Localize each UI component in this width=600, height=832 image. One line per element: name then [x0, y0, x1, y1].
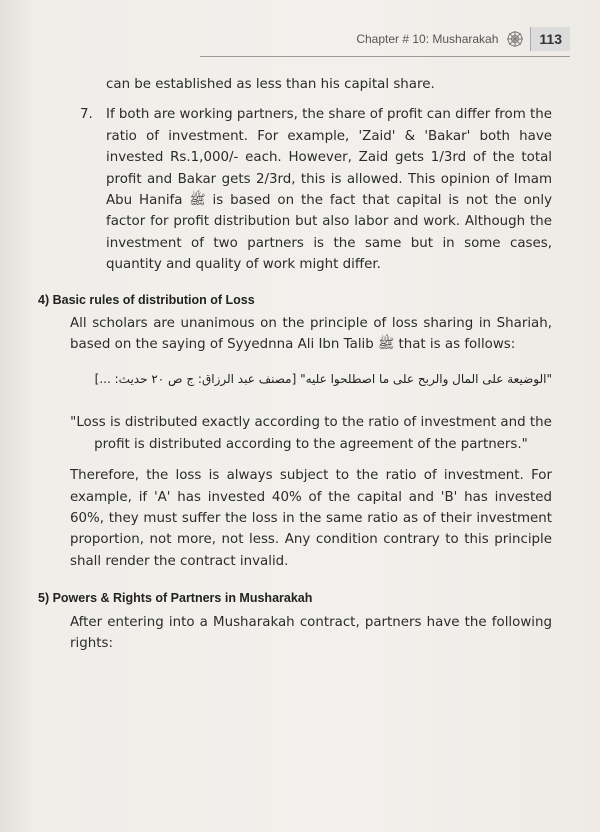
section-heading-powers: 5) Powers & Rights of Partners in Musharakah	[38, 591, 313, 606]
loss-intro: All scholars are unanimous on the principle of loss sharing in Shariah, based on the saying of Syyednna Ali Ibn Talib ﷺ that is as follows:	[70, 316, 552, 353]
loss-explanation: Therefore, the loss is always subject to the ratio of investment. For example, if 'A' has invested 40% of the capital and 'B' has invested 60%, they must suffer the loss in the same ratio as of their investment proportion, not more, not less. Any condition contrary to this principle shall render the contract invalid.	[70, 468, 552, 569]
arabic-quote: "الوضيعة على المال والربح على ما اصطلحوا عليه" [مصنف عبد الرزاق: ج ص ٢٠ حديث: ...]	[94, 371, 552, 386]
ornament-icon	[506, 30, 524, 48]
item-text: If both are working partners, the share of profit can differ from the ratio of investment. For example, 'Zaid' & 'Bakar' both have invested Rs.1,000/- each. However, Zaid gets 1/3rd of the total profit and Bakar gets 2/3rd, this is allowed. This opinion of Imam Abu Hanifa ﷺ is based on the fact that capital is not the only factor for profit distribution but also labor and work. Although the investment of two partners is the same but in some cases, quantity and quality of work might differ.	[106, 107, 552, 273]
continued-paragraph: can be established as less than his capital share.	[106, 77, 435, 92]
page-number: 113	[530, 27, 570, 51]
powers-intro: After entering into a Musharakah contract, partners have the following rights:	[70, 614, 552, 651]
section-loss-after	[38, 465, 552, 572]
item-number: 7.	[80, 107, 93, 123]
chapter-title: Chapter # 10: Musharakah	[356, 32, 499, 46]
running-header	[200, 22, 570, 57]
page-content	[38, 74, 552, 654]
translated-quote: "Loss is distributed exactly according to the ratio of investment and the profit is distributed according to the agreement of the partners."	[70, 415, 552, 452]
section-powers-body	[38, 612, 552, 655]
section-heading-loss: 4) Basic rules of distribution of Loss	[38, 292, 255, 307]
section-loss-body	[38, 313, 552, 356]
list-item-7	[38, 104, 552, 275]
